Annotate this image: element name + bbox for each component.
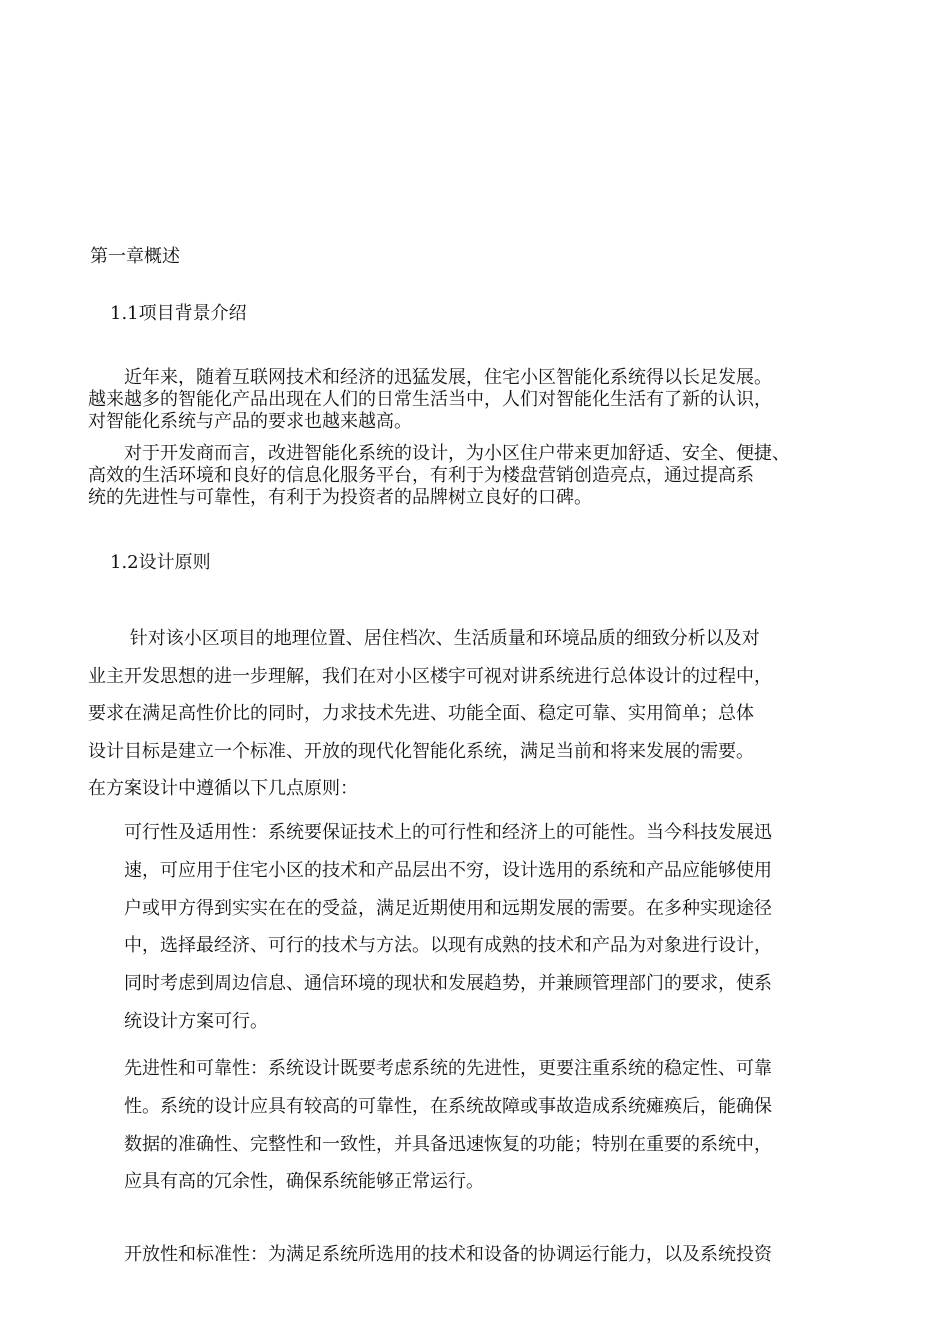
- section-title-design-principles: 1.2设计原则: [110, 552, 211, 573]
- text-line: 统设计方案可行。: [124, 1010, 268, 1032]
- text-line: 先进性和可靠性：系统设计既要考虑系统的先进性，更要注重系统的稳定性、可靠: [124, 1058, 772, 1079]
- text-line: 高效的生活环境和良好的信息化服务平台，有利于为楼盘营销创造亮点，通过提高系: [88, 465, 754, 486]
- text-line: 要求在满足高性价比的同时，力求技术先进、功能全面、稳定可靠、实用简单；总体: [88, 703, 754, 724]
- text-line: 应具有高的冗余性，确保系统能够正常运行。: [124, 1171, 484, 1193]
- text-line: 可行性及适用性：系统要保证技术上的可行性和经济上的可能性。当今科技发展迅: [124, 822, 772, 843]
- text-line: 业主开发思想的进一步理解，我们在对小区楼宇可视对讲系统进行总体设计的过程中，: [88, 665, 772, 687]
- principle-openness-standard: [124, 1236, 884, 1274]
- principle-feasibility: [124, 814, 884, 1041]
- background-paragraph-2: [88, 443, 878, 509]
- text-line: 同时考虑到周边信息、通信环境的现状和发展趋势，并兼顾管理部门的要求，使系: [124, 973, 772, 995]
- text-line: 近年来，随着互联网技术和经济的迅猛发展，住宅小区智能化系统得以长足发展。: [88, 367, 772, 388]
- background-paragraph-1: [88, 367, 878, 433]
- text-line: 针对该小区项目的地理位置、居住档次、生活质量和环境品质的细致分析以及对: [88, 628, 760, 649]
- text-line: 统的先进性与可靠性，有利于为投资者的品牌树立良好的口碑。: [88, 487, 592, 508]
- chapter-title: 第一章概述: [90, 246, 180, 267]
- text-line: 对于开发商而言，改进智能化系统的设计，为小区住户带来更加舒适、安全、便捷、: [88, 443, 790, 464]
- text-line: 中，选择最经济、可行的技术与方法。以现有成熟的技术和产品为对象进行设计，: [124, 935, 772, 957]
- text-line: 开放性和标准性：为满足系统所选用的技术和设备的协调运行能力，以及系统投资: [124, 1244, 772, 1265]
- text-line: 性。系统的设计应具有较高的可靠性，在系统故障或事故造成系统瘫痪后，能确保: [124, 1095, 772, 1117]
- text-line: 速，可应用于住宅小区的技术和产品层出不穷，设计选用的系统和产品应能够使用: [124, 859, 772, 881]
- principle-advanced-reliability: [124, 1050, 884, 1201]
- text-line: 越来越多的智能化产品出现在人们的日常生活当中，人们对智能化生活有了新的认识，: [88, 389, 772, 410]
- text-line: 对智能化系统与产品的要求也越来越高。: [88, 411, 412, 432]
- text-line: 数据的准确性、完整性和一致性，并具备迅速恢复的功能；特别在重要的系统中，: [124, 1133, 772, 1155]
- text-line: 户或甲方得到实实在在的受益，满足近期使用和远期发展的需要。在多种实现途径: [124, 897, 772, 919]
- text-line: 设计目标是建立一个标准、开放的现代化智能化系统，满足当前和将来发展的需要。: [88, 740, 754, 762]
- design-intro-paragraph: [88, 620, 878, 808]
- text-line: 在方案设计中遵循以下几点原则：: [88, 778, 358, 799]
- section-title-background: 1.1项目背景介绍: [110, 303, 247, 324]
